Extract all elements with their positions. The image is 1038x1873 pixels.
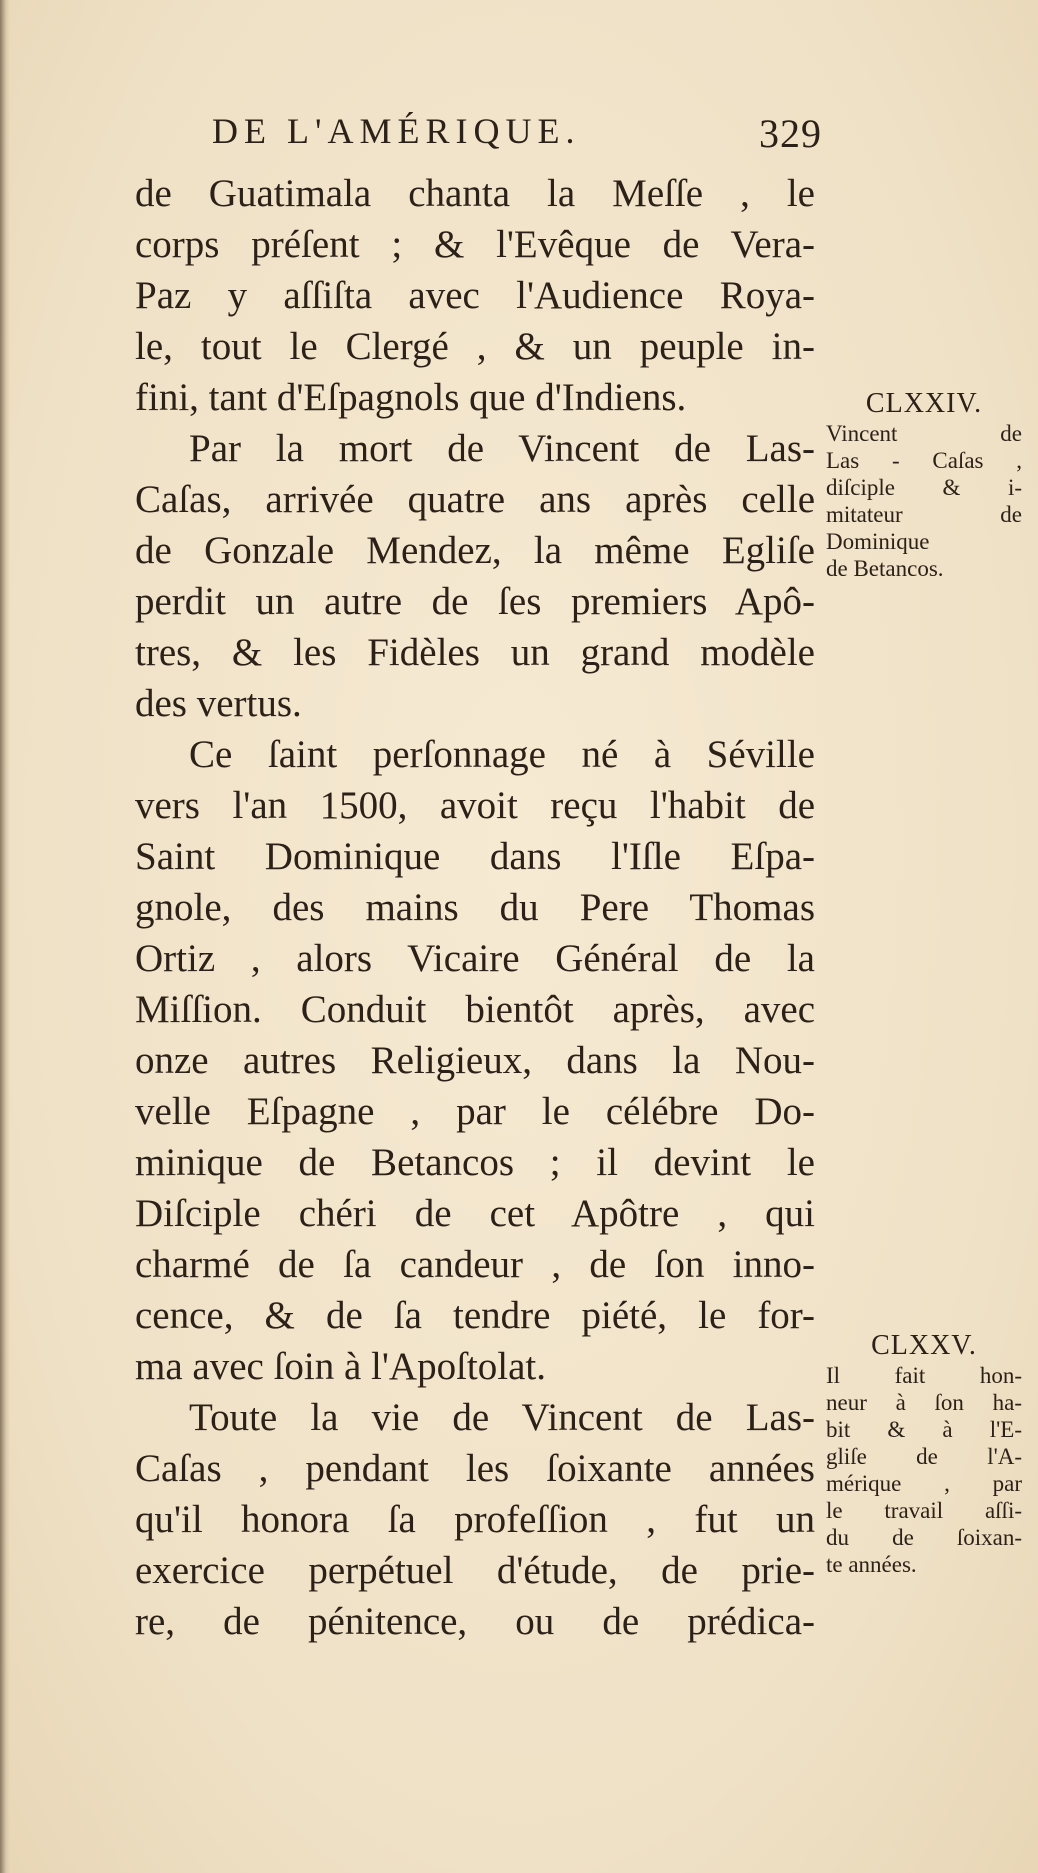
text-line: re, de pénitence, ou de prédica-	[135, 1600, 815, 1643]
margin-note-line: mérique , par	[826, 1471, 1022, 1496]
text-line: gnole, des mains du Pere Thomas	[135, 886, 815, 929]
text-line: de Guatimala chanta la Meſſe , le	[135, 172, 815, 215]
text-line: Toute la vie de Vincent de Las-	[189, 1396, 815, 1439]
margin-note-heading: CLXXIV.	[865, 388, 983, 419]
text-line: perdit un autre de ſes premiers Apô-	[135, 580, 815, 623]
text-line: onze autres Religieux, dans la Nou-	[135, 1039, 815, 1082]
margin-note-line: mitateur de	[826, 502, 1022, 527]
running-head-title: DE L'AMÉRIQUE.	[212, 111, 581, 151]
text-line: de Gonzale Mendez, la même Egliſe	[135, 529, 815, 572]
margin-note-heading: CLXXV.	[871, 1330, 977, 1361]
text-line: Saint Dominique dans l'Iſle Eſpa-	[135, 835, 815, 878]
text-line: des vertus.	[135, 682, 302, 725]
text-line: Par la mort de Vincent de Las-	[189, 427, 815, 470]
text-line: vers l'an 1500, avoit reçu l'habit de	[135, 784, 815, 827]
text-line: fini, tant d'Eſpagnols que d'Indiens.	[135, 376, 687, 419]
text-line: cence, & de ſa tendre piété, le for-	[135, 1294, 815, 1337]
margin-note-clxxv	[826, 1330, 1022, 1578]
margin-note-line: bit & à l'E-	[826, 1417, 1022, 1442]
text-line: qu'il honora ſa profeſſion , fut un	[135, 1498, 815, 1541]
text-line: Paz y aſſiſta avec l'Audience Roya-	[135, 274, 815, 317]
margin-note-line: diſciple & i-	[826, 475, 1022, 500]
text-line: Caſas, arrivée quatre ans après celle	[135, 478, 815, 521]
running-head	[212, 110, 822, 160]
margin-note-line: du de ſoixan-	[826, 1525, 1022, 1550]
text-line: exercice perpétuel d'étude, de prie-	[135, 1549, 815, 1592]
text-line: velle Eſpagne , par le célébre Do-	[135, 1090, 815, 1133]
margin-note-line: le travail aſſi-	[826, 1498, 1022, 1523]
text-line: Ce ſaint perſonnage né à Séville	[189, 733, 815, 776]
text-line: ma avec ſoin à l'Apoſtolat.	[135, 1345, 546, 1388]
text-line: Ortiz , alors Vicaire Général de la	[135, 937, 815, 980]
margin-note-line: neur à ſon ha-	[826, 1390, 1022, 1415]
text-line: le, tout le Clergé , & un peuple in-	[135, 325, 815, 368]
margin-note-line: de Betancos.	[826, 556, 944, 581]
margin-note-line: Las - Caſas ,	[826, 448, 1022, 473]
text-line: corps préſent ; & l'Evêque de Vera-	[135, 223, 815, 266]
margin-note-clxxiv	[826, 388, 1022, 582]
text-line: Diſciple chéri de cet Apôtre , qui	[135, 1192, 815, 1235]
text-line: tres, & les Fidèles un grand modèle	[135, 631, 815, 674]
body-text	[135, 168, 815, 1647]
text-line: Caſas , pendant les ſoixante années	[135, 1447, 815, 1490]
text-line: charmé de ſa candeur , de ſon inno-	[135, 1243, 815, 1286]
text-line: minique de Betancos ; il devint le	[135, 1141, 815, 1184]
page-edge	[0, 0, 10, 1873]
margin-note-line: Dominique	[826, 529, 930, 554]
margin-note-line: Vincent de	[826, 421, 1022, 446]
margin-note-line: te années.	[826, 1552, 917, 1577]
margin-note-line: gliſe de l'A-	[826, 1444, 1022, 1469]
margin-note-line: Il fait hon-	[826, 1363, 1022, 1388]
text-line: Miſſion. Conduit bientôt après, avec	[135, 988, 815, 1031]
page-number: 329	[759, 111, 822, 156]
